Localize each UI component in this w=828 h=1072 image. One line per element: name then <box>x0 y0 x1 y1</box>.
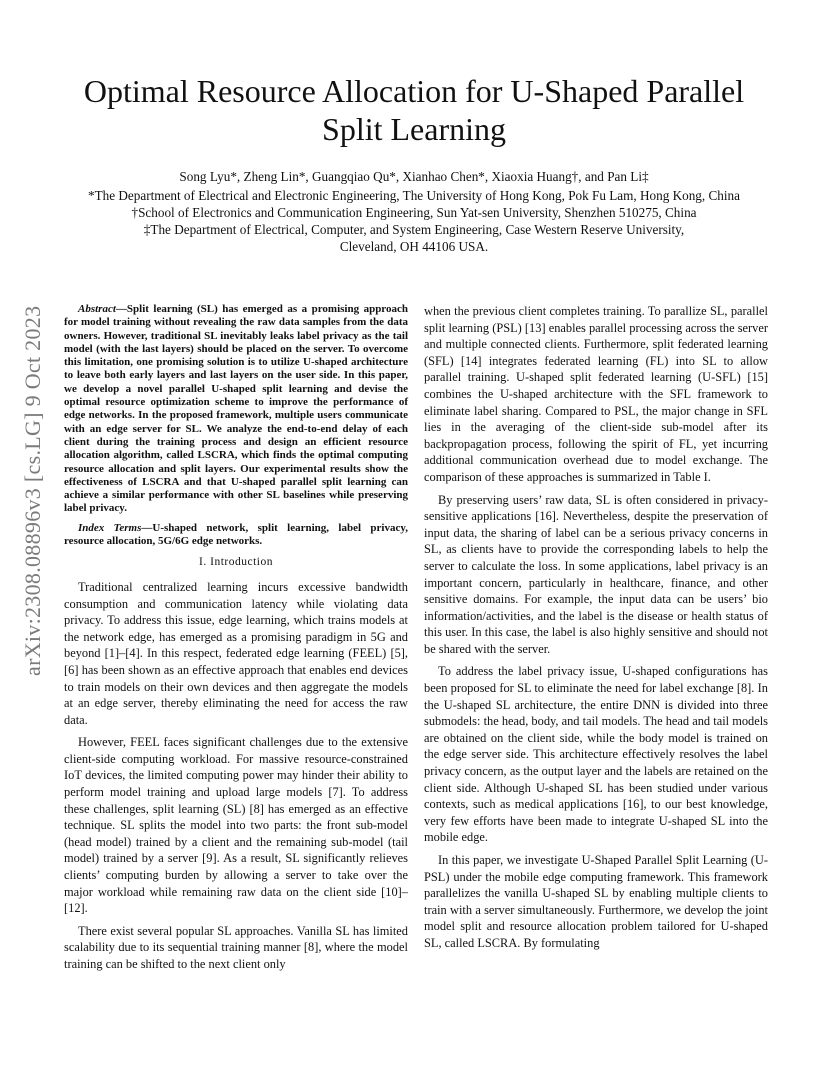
affiliation-line: †School of Electronics and Communication Engineering, Sun Yat-sen University, Shenzhen 510275, China <box>131 205 697 220</box>
body-paragraph: By preserving users’ raw data, SL is often considered in privacy-sensitive applications [16]. Nevertheless, despite the preservation of input data, the sharing of label can be a serious privacy concerns in SL, as clients have to provide the corresponding labels to help the server to calculate the loss. In some applications, label privacy is an important concern, particularly in healthcare, finance, and other sensitive domains. For example, the input data can be users’ bio information/activities, and the label is the disease or health status of this user. In this case, the label is also highly sensitive and should not be shared with the server. <box>424 492 768 656</box>
right-column <box>424 303 768 958</box>
paper-title: Optimal Resource Allocation for U-Shaped Parallel Split Learning <box>83 73 745 147</box>
body-paragraph: There exist several popular SL approaches. Vanilla SL has limited scalability due to its sequential training manner [8], where the model training can be shifted to the next client only <box>64 923 408 971</box>
abstract-text: —Split learning (SL) has emerged as a promising approach for model training without revealing the raw data samples from the data owners. However, traditional SL inevitably leaks label privacy as the tail model (with the last layers) should be placed on the server. To overcome this limitation, one promising solution is to utilize U-shaped architecture to leave both early layers and last layers on the user side. In this paper, we develop a novel parallel U-shaped split learning and devise the optimal resource optimization scheme to improve the performance of edge networks. In the proposed framework, multiple users communicate with an edge server for SL. We analyze the end-to-end delay of each client during the training process and design an efficient resource allocation algorithm, called LSCRA, which finds the optimal computing resource allocation and split layers. Our experimental results show the effectiveness of LSCRA and that U-shaped parallel split learning can achieve a similar performance with other SL baselines while preserving label privacy. <box>64 303 408 515</box>
body-paragraph: Traditional centralized learning incurs excessive bandwidth consumption and communication latency while violating data privacy. To address this issue, edge learning, which trains models at the network edge, has emerged as a promising paradigm in 5G and beyond [1]–[4]. In this respect, federated edge learning (FEEL) [5], [6] has been shown as an effective approach that enables end devices to train models on their own devices and then aggregate the models at an edge server, thereby eliminating the need for access the raw data. <box>64 579 408 727</box>
arxiv-side-stamp <box>20 296 46 676</box>
body-paragraph: To address the label privacy issue, U-shaped configurations has been proposed for SL to eliminate the need for label exchange [8]. In the U-shaped SL architecture, the entire DNN is divided into three submodels: the head, body, and tail models. The head and tail models are obtained on the client side, while the body model is trained on the edge server side. This architecture effectively resolves the label privacy concern, as the output layer and the labels are retained on the client side. Although U-shaped SL has been studied under various contexts, such as medical applications [16], to our best knowledge, very few efforts have been made to integrate U-shaped SL into the mobile edge. <box>424 664 768 845</box>
left-column <box>64 303 408 979</box>
author-list: Song Lyu*, Zheng Lin*, Guangqiao Qu*, Xianhao Chen*, Xiaoxia Huang†, and Pan Li‡ <box>179 169 649 184</box>
affiliation-line: *The Department of Electrical and Electronic Engineering, The University of Hong Kong, Pok Fu Lam, Hong Kong, China <box>87 188 740 203</box>
index-terms <box>64 522 408 549</box>
index-terms-label: Index Terms <box>78 521 142 534</box>
body-paragraph: In this paper, we investigate U-Shaped Parallel Split Learning (U-PSL) under the mobile edge computing framework. This framework parallelizes the vanilla U-shaped SL by enabling multiple clients to train with a server simultaneously. Furthermore, we develop the joint model split and resource allocation problem tailored for U-shaped SL, called LSCRA. By formulating <box>424 853 768 950</box>
body-paragraph: when the previous client completes training. To parallize SL, parallel split learning (PSL) [13] enables parallel processing across the server and multiple connected clients. Furthermore, split federated learning (SFL) [14] integrates federated learning (FL) into SL to allow parallel training. U-shaped split federated learning (U-SFL) [15] combines the U-shaped architecture with the SFL framework to eliminate label sharing. Compared to PSL, the major change in SFL lies in the averaging of the client-side sub-model after its backpropagation process, following the spirit of FL, yet incurring additional communication overhead due to model exchange. The comparison of these approaches is summarized in Table I. <box>424 304 768 484</box>
abstract <box>64 303 408 516</box>
body-paragraph: However, FEEL faces significant challenges due to the extensive client-side computing workload. For massive resource-constrained IoT devices, the limited computing power may hinder their ability to perform model training and upload large models [7]. To address these challenges, split learning (SL) [8] has emerged as an effective technique. SL splits the model into two parts: the front sub-model (head model) trained by a client and the remaining sub-model (tail model) trained by a server [9]. As a result, SL significantly relieves clients’ computing burden by allowing a server to take over the major workload while remaining raw data on the client side [10]–[12]. <box>64 735 408 916</box>
affiliation-line: ‡The Department of Electrical, Computer, and System Engineering, Case Western Reserve University, <box>143 222 685 237</box>
index-terms-text: —U-shaped network, split learning, label privacy, resource allocation, 5G/6G edge networks. <box>64 521 408 548</box>
section-heading-introduction: I. Introduction <box>199 556 273 569</box>
affiliation-line: Cleveland, OH 44106 USA. <box>339 239 489 254</box>
arxiv-identifier: arXiv:2308.08896v3 [cs.LG] 9 Oct 2023 <box>20 305 45 676</box>
affiliations <box>64 187 764 255</box>
abstract-label: Abstract <box>78 303 116 315</box>
